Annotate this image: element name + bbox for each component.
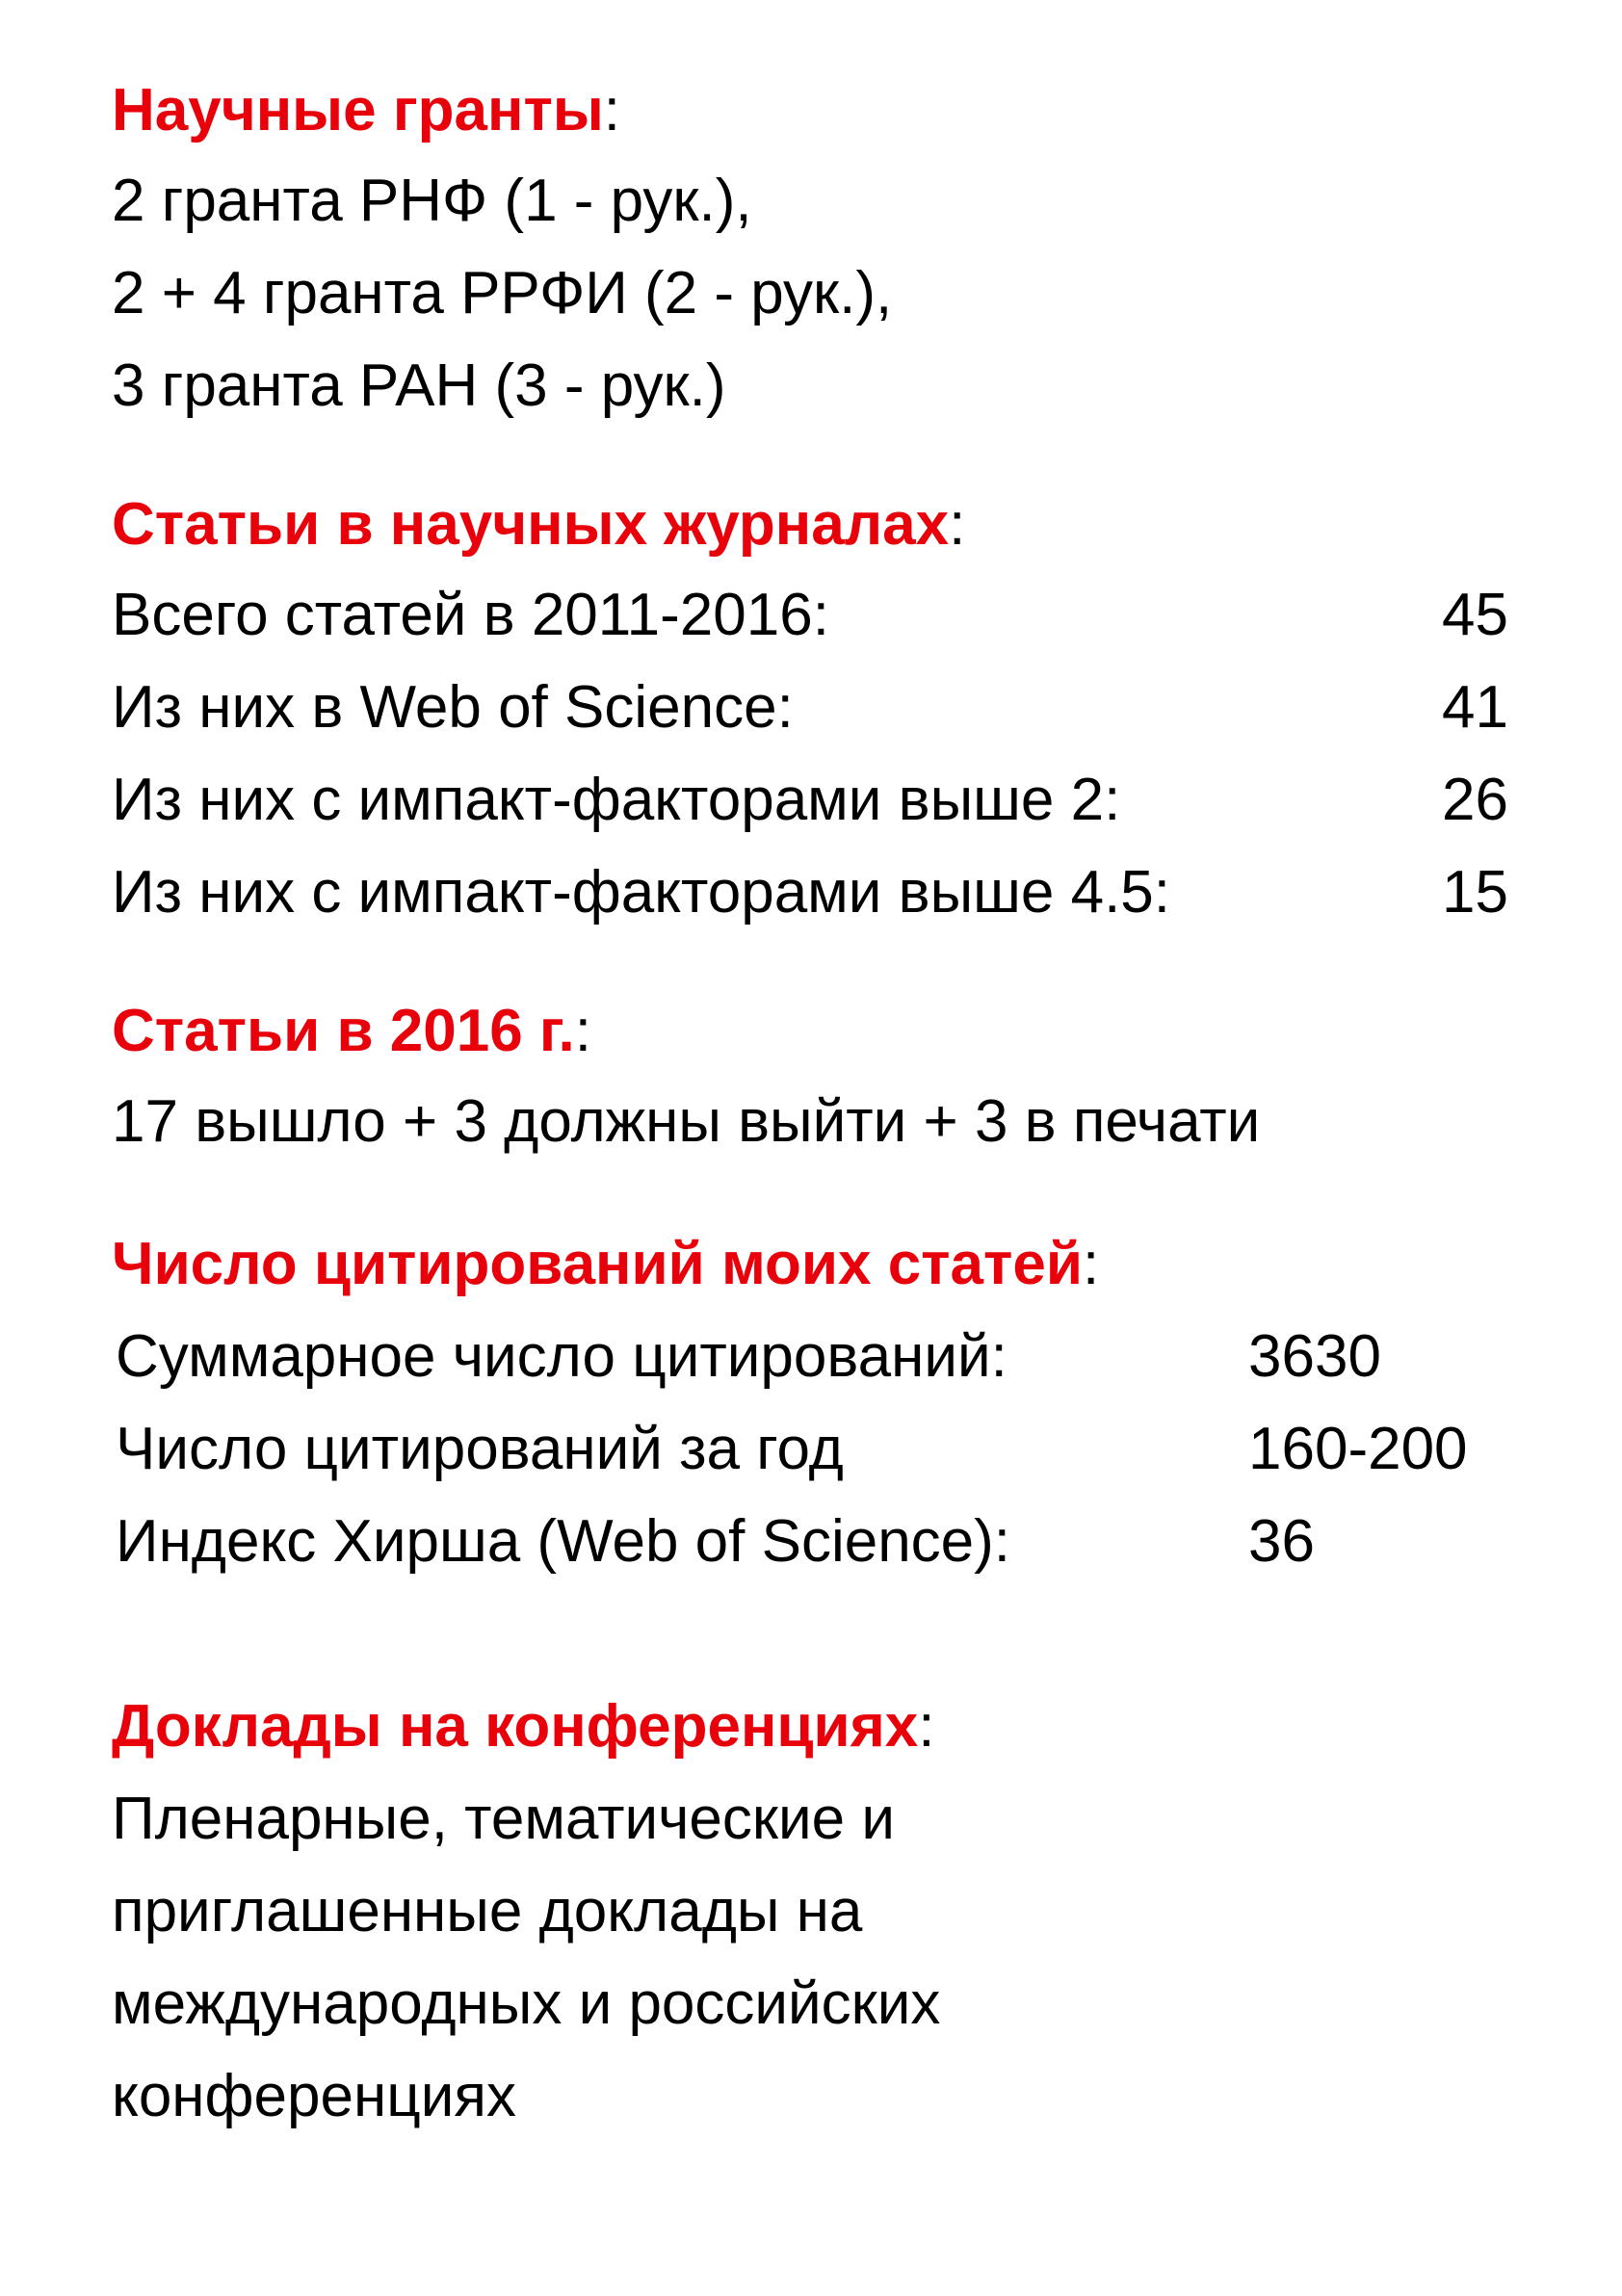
articles-heading — [112, 491, 966, 558]
conferences-line-1: Пленарные, тематические и — [112, 1786, 895, 1852]
conferences-colon: : — [918, 1693, 935, 1760]
grants-title: Научные гранты — [112, 77, 604, 144]
conferences-line-3: международных и российских — [112, 1970, 941, 2037]
grants-heading — [112, 77, 621, 144]
articles-2016-colon: : — [574, 998, 592, 1064]
articles-2016-title: Статьи в 2016 г. — [112, 998, 575, 1064]
conferences-title: Доклады на конференциях — [112, 1693, 919, 1760]
articles-colon: : — [949, 491, 966, 558]
citations-row-value: 160-200 — [1248, 1416, 1468, 1482]
conferences-line-2: приглашенные доклады на — [112, 1878, 863, 1944]
articles-row-value: 41 — [1442, 674, 1508, 741]
grants-colon: : — [603, 77, 621, 144]
grants-line-2: 2 + 4 гранта РРФИ (2 - рук.), — [112, 260, 893, 326]
grants-line-1: 2 гранта РНФ (1 - рук.), — [112, 168, 752, 234]
articles-title: Статьи в научных журналах — [112, 491, 950, 558]
citations-row-label: Суммарное число цитирований: — [116, 1323, 1007, 1390]
articles-row-value: 45 — [1442, 582, 1508, 648]
articles-2016-heading — [112, 998, 592, 1064]
articles-row-label: Из них в Web of Science: — [112, 674, 794, 741]
citations-title: Число цитирований моих статей — [112, 1231, 1083, 1297]
articles-row-label: Всего статей в 2011-2016: — [112, 582, 829, 648]
articles-row-label: Из них с импакт-факторами выше 2: — [112, 767, 1121, 833]
conferences-line-4: конференциях — [112, 2063, 516, 2129]
citations-heading — [112, 1231, 1100, 1297]
grants-line-3: 3 гранта РАН (3 - рук.) — [112, 352, 726, 419]
articles-2016-text: 17 вышло + 3 должны выйти + 3 в печати — [112, 1088, 1261, 1155]
conferences-heading — [112, 1693, 935, 1760]
citations-row-value: 36 — [1248, 1508, 1315, 1575]
articles-row-value: 15 — [1442, 859, 1508, 926]
articles-row-label: Из них с импакт-факторами выше 4.5: — [112, 859, 1171, 926]
citations-colon: : — [1082, 1231, 1100, 1297]
citations-row-label: Число цитирований за год — [116, 1416, 844, 1482]
citations-row-value: 3630 — [1248, 1323, 1381, 1390]
articles-row-value: 26 — [1442, 767, 1508, 833]
citations-row-label: Индекс Хирша (Web of Science): — [116, 1508, 1011, 1575]
